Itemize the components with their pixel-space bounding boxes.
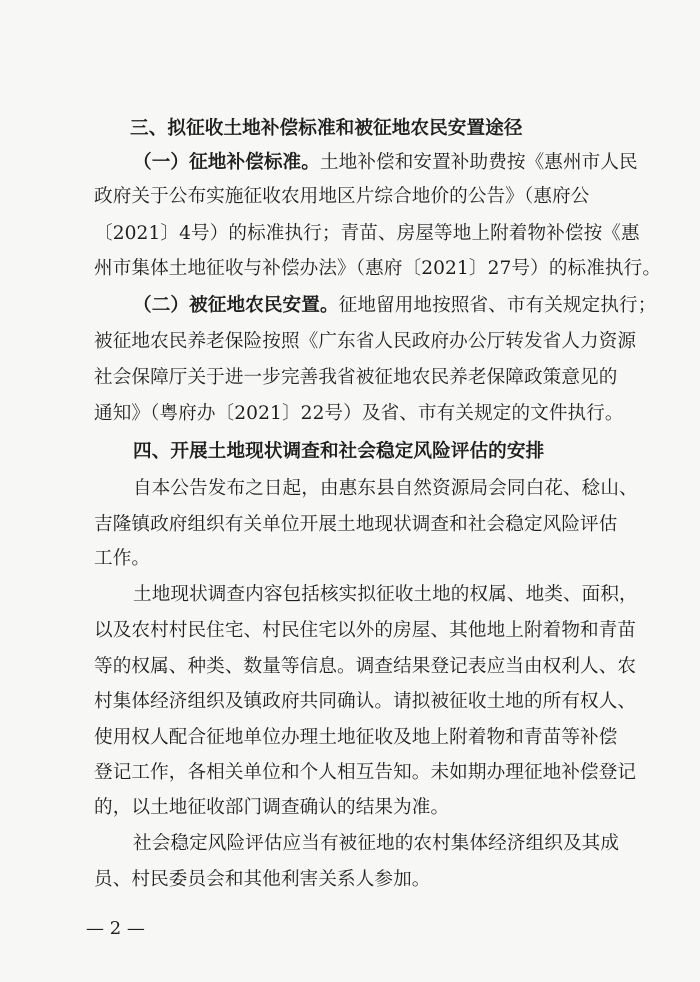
paragraph-line: 政府关于公布实施征收农用地区片综合地价的公告》（惠府公 [94, 186, 590, 207]
paragraph-text: 土地补偿和安置补助费按《惠州市人民 [319, 152, 638, 173]
paragraph-line: 等的权属、种类、数量等信息。调查结果登记表应当由权利人、农 [94, 656, 637, 677]
paragraph-line: 州市集体土地征收与补偿办法》（惠府〔2021〕27号）的标准执行。 [94, 258, 662, 279]
page-number: — 2 — [86, 918, 145, 939]
paragraph-line: 土地现状调查内容包括核实拟征收土地的权属、地类、面积， [133, 584, 638, 605]
paragraph-label: （二）被征地农民安置。 [133, 295, 339, 316]
paragraph-line: 被征地农民养老保险按照《广东省人民政府办公厅转发省人力资源 [94, 331, 637, 352]
paragraph-line: 吉隆镇政府组织有关单位开展土地现状调查和社会稳定风险评估 [94, 514, 618, 535]
paragraph-line: 以及农村村民住宅、村民住宅以外的房屋、其他地上附着物和青苗 [94, 620, 637, 641]
paragraph-line: 的，以土地征收部门调查确认的结果为准。 [94, 797, 450, 818]
paragraph-line [133, 295, 656, 317]
paragraph-line: 自本公告发布之日起，由惠东县自然资源局会同白花、稔山、 [133, 478, 638, 499]
paragraph-line: 工作。 [94, 548, 151, 569]
paragraph-line: 〔2021〕4号）的标准执行；青苗、房屋等地上附着物补偿按《惠 [94, 223, 640, 244]
paragraph-line: 登记工作，各相关单位和个人相互告知。未如期办理征地补偿登记 [94, 762, 637, 783]
paragraph-line: 社会稳定风险评估应当有被征地的农村集体经济组织及其成 [133, 833, 620, 854]
paragraph-line: 通知》（粤府办〔2021〕22号）及省、市有关规定的文件执行。 [94, 403, 624, 424]
paragraph-label: （一）征地补偿标准。 [133, 152, 320, 173]
paragraph-line: 使用权人配合征地单位办理土地征收及地上附着物和青苗等补偿 [94, 727, 618, 748]
paragraph-line: 村集体经济组织及镇政府共同确认。请拟被征收土地的所有权人、 [94, 691, 637, 712]
paragraph-line [133, 152, 638, 174]
section-heading: 三、拟征收土地补偿标准和被征地农民安置途径 [130, 118, 523, 139]
paragraph-line: 员、村民委员会和其他利害关系人参加。 [94, 869, 431, 890]
paragraph-line: 社会保障厅关于进一步完善我省被征地农民养老保障政策意见的 [94, 367, 618, 388]
section-heading: 四、开展土地现状调查和社会稳定风险评估的安排 [133, 441, 545, 462]
paragraph-text: 征地留用地按照省、市有关规定执行； [338, 295, 657, 316]
